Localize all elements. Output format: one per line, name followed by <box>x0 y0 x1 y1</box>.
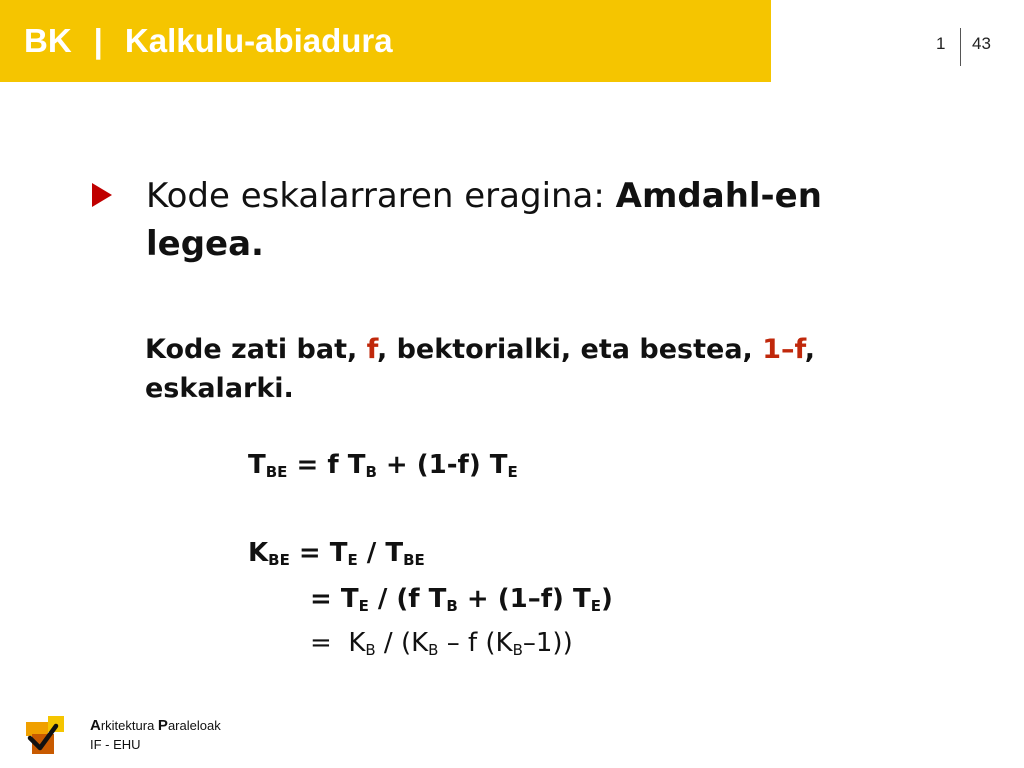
footer-A: A <box>90 717 101 734</box>
eq4-sub-B3: B <box>512 641 523 659</box>
eq3-sub-E2: E <box>590 597 601 615</box>
eq4-sub-B2: B <box>428 641 439 659</box>
eq2-sub-BE: BE <box>268 551 290 569</box>
footer-P: P <box>157 717 168 734</box>
subtext-one-minus-f: 1–f <box>762 334 805 365</box>
logo-text: BK <box>24 22 72 59</box>
page-divider <box>960 28 961 66</box>
subtext <box>145 330 925 408</box>
subtext-f: f <box>366 334 377 365</box>
eq4-minus: – f (K <box>438 628 513 658</box>
header-banner <box>0 0 771 82</box>
footer-line1 <box>90 717 221 734</box>
eq4-div: / (K <box>375 628 429 658</box>
slide-title: Kalkulu-abiadura <box>124 22 393 59</box>
eq3-close: ) <box>600 584 613 614</box>
equation-line3 <box>310 584 613 615</box>
bullet-text <box>146 172 906 268</box>
equation-kbe <box>248 538 425 569</box>
subtext-part2: , bektorialki, eta bestea, <box>376 334 763 365</box>
eq3-eq-T: = T <box>310 584 359 614</box>
eq1-eq-f-T: = f T <box>287 450 366 480</box>
eq2-K: K <box>248 538 269 568</box>
header-title-row <box>24 22 393 60</box>
eq2-sub-E: E <box>347 551 358 569</box>
eq3-sub-E: E <box>358 597 369 615</box>
bullet-text-normal: Kode eskalarraren eragina: <box>146 176 616 216</box>
footer-araleloak: araleloak <box>167 718 221 733</box>
eq1-T: T <box>248 450 266 480</box>
subtext-part1: Kode zati bat, <box>145 334 367 365</box>
eq1-sub-B: B <box>365 463 377 481</box>
equation-tbe <box>248 450 518 481</box>
page-current: 1 <box>936 34 946 53</box>
eq1-sub-BE: BE <box>265 463 288 481</box>
subtext-part3: , eskalarki. <box>145 334 816 404</box>
bullet-arrow-icon <box>92 183 112 207</box>
eq4-eq-K: = K <box>310 628 366 658</box>
checkmark-logo-icon <box>26 716 74 756</box>
eq3-div: / (f T <box>368 584 447 614</box>
footer-line2: IF - EHU <box>90 737 141 752</box>
eq1-plus: + (1-f) T <box>376 450 508 480</box>
eq4-close: –1)) <box>522 628 573 658</box>
eq2-div-T: / T <box>357 538 404 568</box>
bullet-text-bold: Amdahl-en legea. <box>146 176 822 264</box>
eq2-eq-T: = T <box>289 538 348 568</box>
eq4-sub-B: B <box>365 641 376 659</box>
eq3-sub-B: B <box>446 597 458 615</box>
title-separator: | <box>93 22 103 59</box>
eq2-sub-BE2: BE <box>403 551 425 569</box>
page-total: 43 <box>972 34 991 53</box>
equation-line4 <box>310 628 573 659</box>
footer-rkitektura: rkitektura <box>100 718 158 733</box>
eq3-plus: + (1–f) T <box>457 584 591 614</box>
eq1-sub-E: E <box>507 463 518 481</box>
